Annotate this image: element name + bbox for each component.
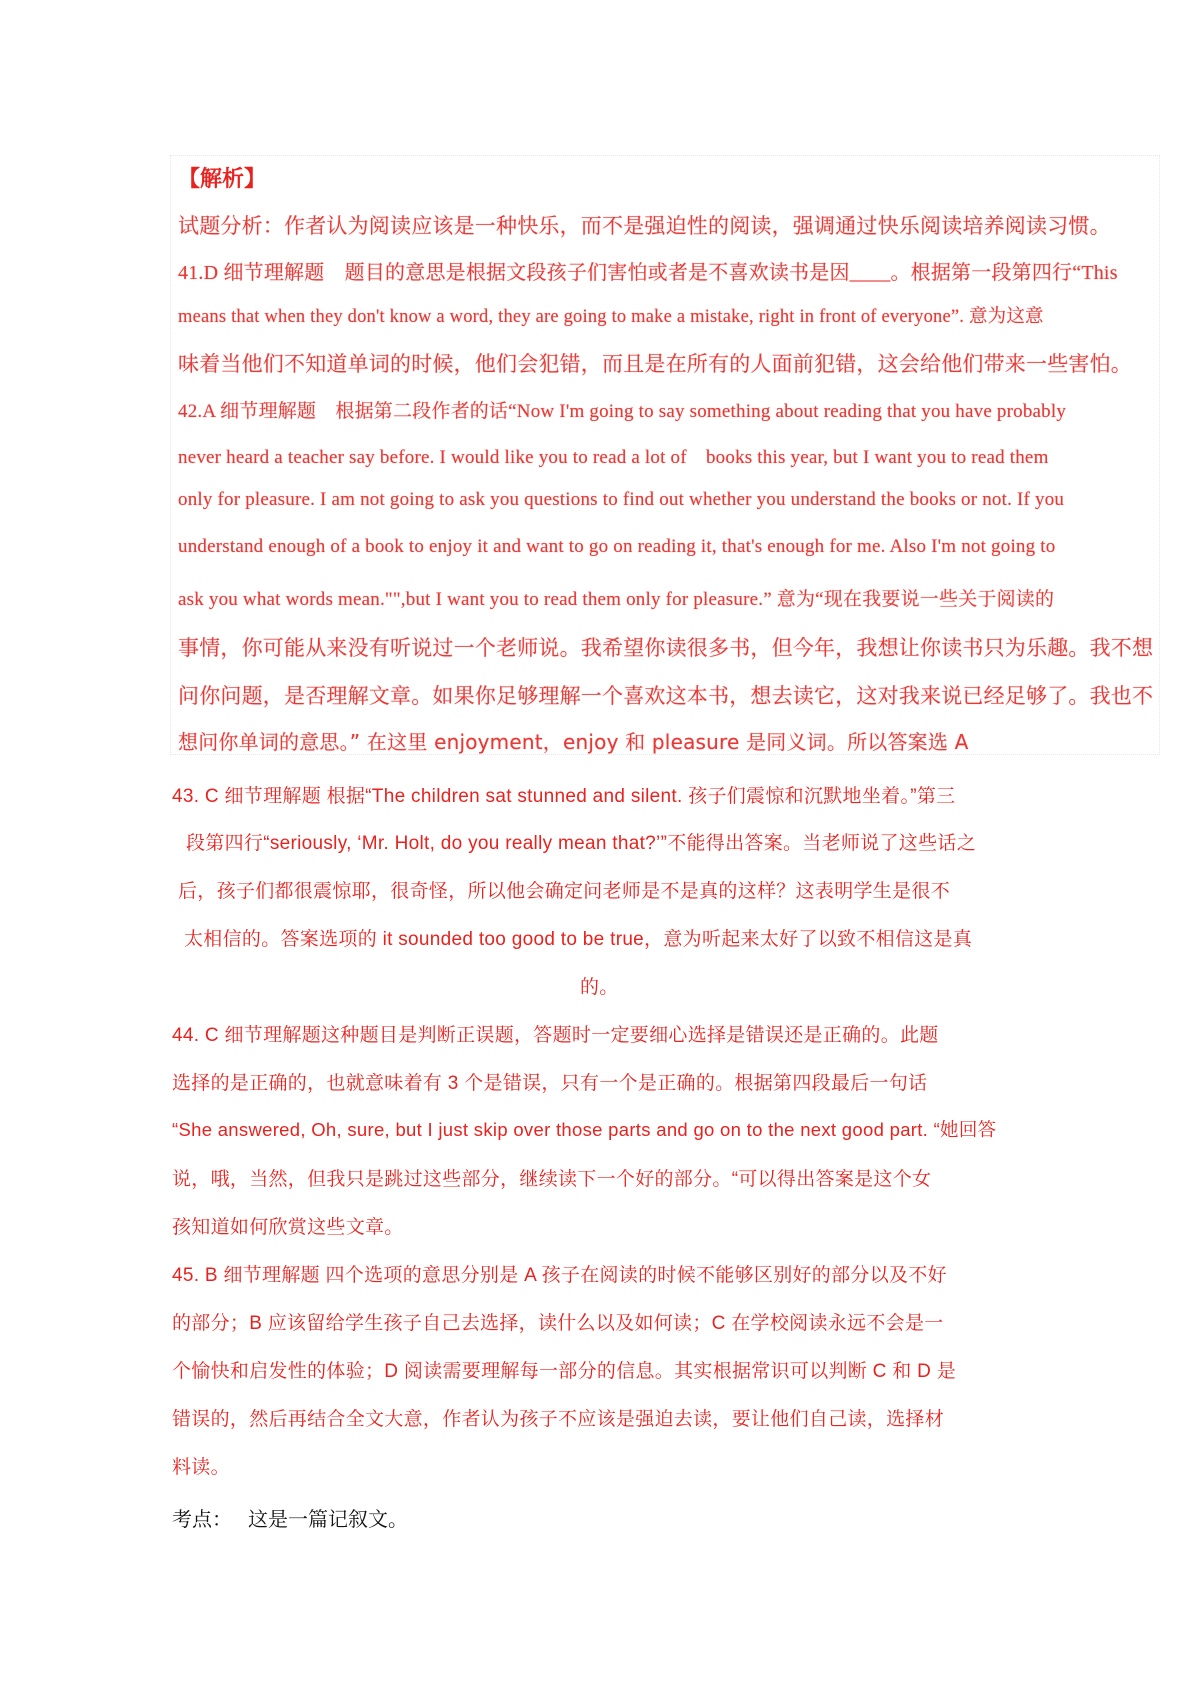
q44-line-3: “She answered, Oh, sure, but I just skip over those parts and go on to the next good part. “她回答	[172, 1119, 997, 1140]
q44-line-5: 孩知道如何欣赏这些文章。	[172, 1217, 404, 1238]
q43-line-4: 太相信的。答案选项的 it sounded too good to be true，意为听起来太好了以致不相信这是真	[184, 929, 973, 950]
q45-line-1: 45. B 细节理解题 四个选项的意思分别是 A 孩子在阅读的时候不能够区别好的部分以及不好	[172, 1265, 947, 1286]
q44-line-1: 44. C 细节理解题这种题目是判断正误题，答题时一定要细心选择是错误还是正确的。此题	[172, 1025, 939, 1046]
q43-line-3: 后，孩子们都很震惊耶，很奇怪，所以他会确定问老师是不是真的这样？这表明学生是很不	[178, 881, 951, 902]
q42-line-2: never heard a teacher say before. I would like you to read a lot of books this year, but I want you to read them	[178, 447, 1049, 468]
kaodian-label: 考点：	[172, 1509, 232, 1531]
q41-line-3: 味着当他们不知道单词的时候，他们会犯错，而且是在所有的人面前犯错，这会给他们带来一些害怕。	[178, 352, 1132, 376]
q45-line-2: 的部分；B 应该留给学生孩子自己去选择，读什么以及如何读；C 在学校阅读永远不会是一	[172, 1313, 944, 1334]
q43-line-1: 43. C 细节理解题 根据“The children sat stunned and silent. 孩子们震惊和沉默地坐着。”第三	[172, 786, 956, 807]
q42-line-5: ask you what words mean."",but I want you to read them only for pleasure.” 意为“现在我要说一些关于阅读的	[178, 589, 1055, 610]
q44-line-4: 说，哦，当然，但我只是跳过这些部分，继续读下一个好的部分。“可以得出答案是这个女	[172, 1169, 932, 1190]
q42-line-3: only for pleasure. I am not going to ask you questions to find out whether you understand the books or not. If you	[178, 489, 1065, 510]
q45-line-3: 个愉快和启发性的体验；D 阅读需要理解每一部分的信息。其实根据常识可以判断 C 和 D 是	[172, 1361, 957, 1382]
q43-line-5: 的。	[580, 977, 619, 998]
q42-line-6: 事情，你可能从来没有听说过一个老师说。我希望你读很多书，但今年，我想让你读书只为乐趣。我不想	[178, 636, 1154, 660]
q42-line-1: 42.A 细节理解题 根据第二段作者的话“Now I'm going to say something about reading that you have probably	[178, 401, 1067, 422]
q43-line-2: 段第四行“seriously, ‘Mr. Holt, do you really mean that?’”不能得出答案。当老师说了这些话之	[186, 833, 976, 854]
q42-line-8: 想问你单词的意思。” 在这里 enjoyment，enjoy 和 pleasure 是同义词。所以答案选 A	[178, 730, 969, 754]
q44-line-2: 选择的是正确的，也就意味着有 3 个是错误，只有一个是正确的。根据第四段最后一句话	[172, 1073, 928, 1094]
q45-line-5: 料读。	[172, 1457, 230, 1478]
q45-line-4: 错误的，然后再结合全文大意，作者认为孩子不应该是强迫去读，要让他们自己读，选择材	[172, 1409, 945, 1430]
q41-line-2: means that when they don't know a word, they are going to make a mistake, right in front of everyone”. 意为这意	[178, 307, 1044, 327]
q41-line-1: 41.D 细节理解题 题目的意思是根据文段孩子们害怕或者是不喜欢读书是因____。根据第一段第四行“This	[178, 262, 1118, 284]
kaodian-text: 这是一篇记叙文。	[248, 1509, 408, 1531]
analysis-header: 【解析】	[178, 167, 267, 192]
q42-line-7: 问你问题，是否理解文章。如果你足够理解一个喜欢这本书，想去读它，这对我来说已经足够了。我也不	[178, 684, 1154, 708]
q42-line-4: understand enough of a book to enjoy it and want to go on reading it, that's enough for me. Also I'm not going to	[178, 536, 1056, 557]
analysis-summary-line: 试题分析：作者认为阅读应该是一种快乐，而不是强迫性的阅读，强调通过快乐阅读培养阅读习惯。	[178, 214, 1111, 238]
